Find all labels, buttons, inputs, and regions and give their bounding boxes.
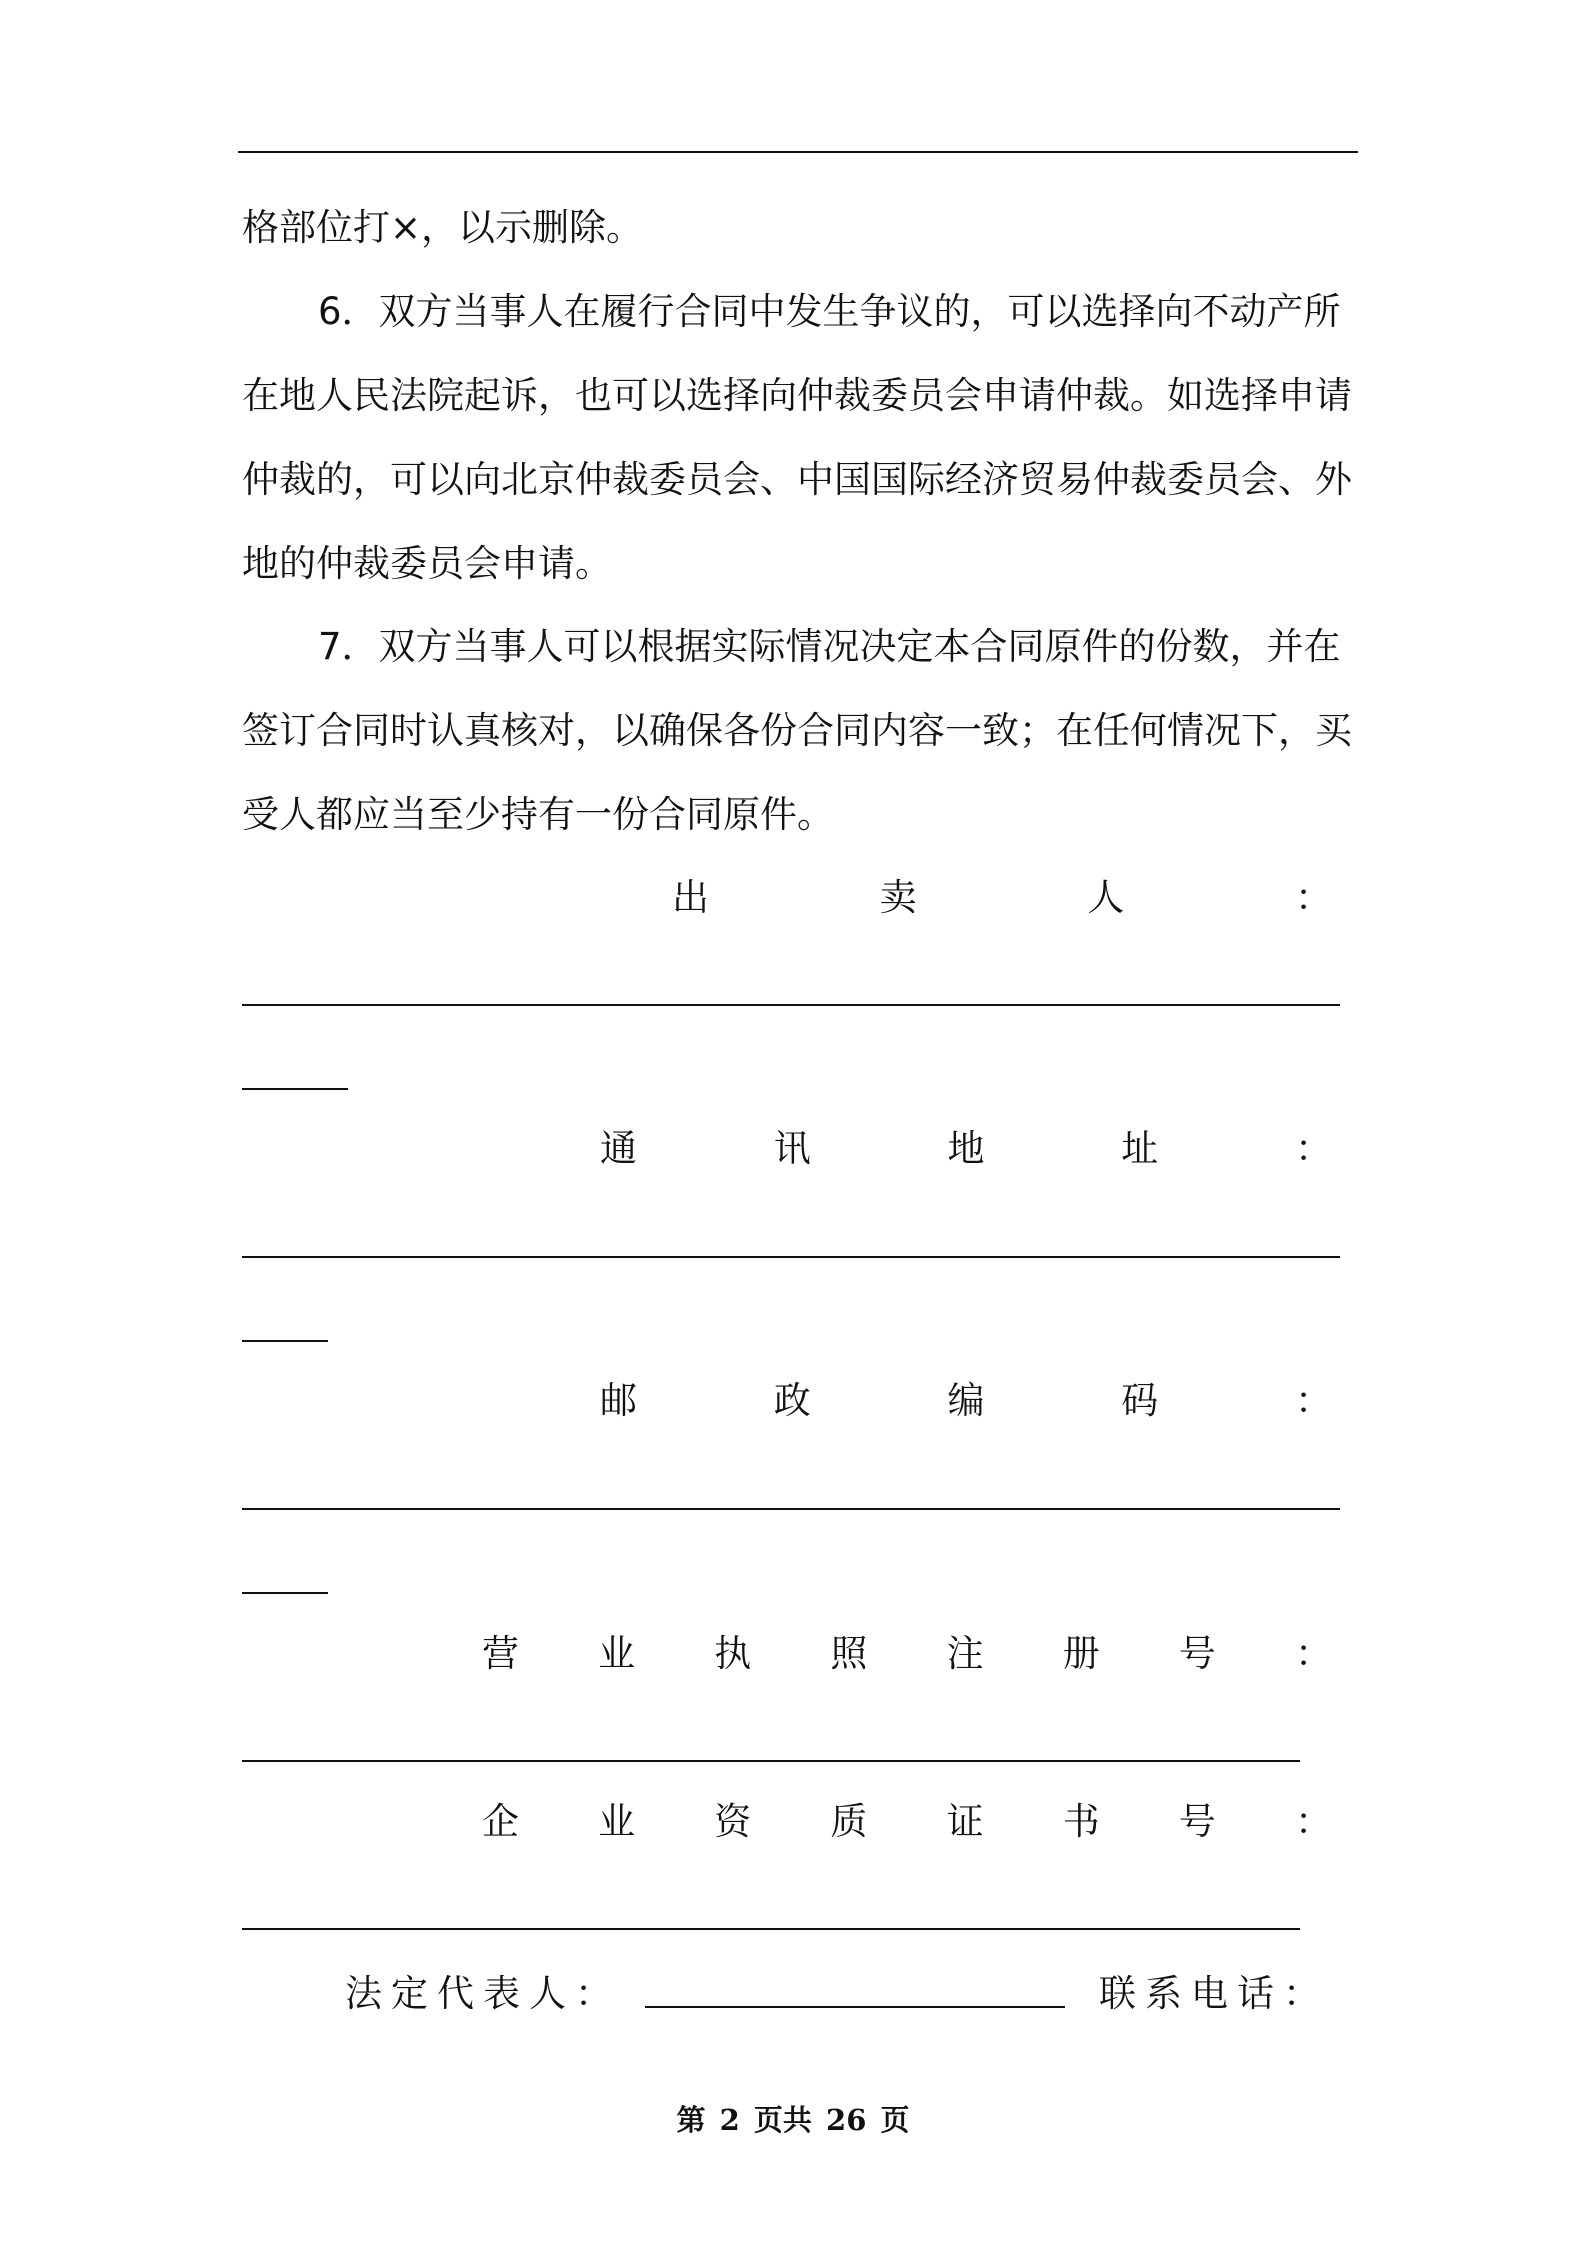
license-label-char: 册 [1062, 1632, 1100, 1675]
postcode-blank-line-1 [242, 1508, 1340, 1510]
header-rule [238, 151, 1358, 153]
seller-blank-line-2 [242, 1088, 348, 1090]
paragraph-6: 6．双方当事人在履行合同中发生争议的，可以选择向不动产所在地人民法院起诉，也可以选择向仲裁委员会申请仲裁。如选择申请仲裁的，可以向北京仲裁委员会、中国国际经济贸易仲裁委员会、外地的仲裁委员会申请。 [242, 290, 1352, 585]
seller-label-char: 人 [1087, 876, 1125, 919]
seller-label [672, 868, 1332, 928]
address-label-char: ： [1295, 1127, 1332, 1170]
license-label-char: 照 [830, 1632, 868, 1675]
footer-prefix: 第 [676, 2103, 706, 2137]
paragraph-continuation: 格部位打×，以示删除。 [242, 206, 644, 249]
qualification-label-char: 书 [1062, 1800, 1100, 1843]
footer-total-pages: 26 [826, 2103, 867, 2137]
license-label-char: 注 [946, 1632, 984, 1675]
qualification-label-char: 号 [1178, 1800, 1216, 1843]
footer-page-number: 2 [719, 2103, 740, 2137]
address-label-char: 通 [600, 1127, 637, 1170]
postcode-label-char: 政 [773, 1379, 811, 1422]
qualification-label-char: 资 [714, 1800, 752, 1843]
postcode-label [600, 1371, 1332, 1431]
qualification-label-char: 业 [598, 1800, 636, 1843]
phone-label: 联系电话： [1099, 1972, 1329, 2015]
address-blank-line-1 [242, 1256, 1340, 1258]
license-blank-line [242, 1760, 1300, 1762]
license-label [482, 1624, 1332, 1684]
postcode-label-char: ： [1295, 1379, 1332, 1422]
seller-blank-line-1 [242, 1004, 1340, 1006]
qualification-label-char: 企 [482, 1800, 519, 1843]
legal-representative-label: 法定代表人： [345, 1972, 621, 2015]
address-label [600, 1119, 1332, 1179]
postcode-label-char: 码 [1121, 1379, 1159, 1422]
seller-label-char: ： [1294, 876, 1332, 919]
footer-middle: 页共 [753, 2103, 812, 2137]
postcode-label-char: 编 [947, 1379, 985, 1422]
postcode-blank-line-2 [242, 1592, 328, 1594]
license-label-char: 营 [482, 1632, 519, 1675]
license-label-char: 业 [598, 1632, 636, 1675]
license-label-char: ： [1294, 1632, 1332, 1675]
address-blank-line-2 [242, 1340, 328, 1342]
footer-suffix: 页 [880, 2103, 910, 2137]
seller-label-char: 出 [672, 876, 709, 919]
qualification-label-char: 证 [946, 1800, 984, 1843]
qualification-blank-line [242, 1928, 1300, 1930]
qualification-label [482, 1792, 1332, 1852]
paragraph-7: 7．双方当事人可以根据实际情况决定本合同原件的份数，并在签订合同时认真核对，以确保各份合同内容一致；在任何情况下，买受人都应当至少持有一份合同原件。 [242, 625, 1352, 836]
license-label-char: 号 [1178, 1632, 1216, 1675]
seller-label-char: 卖 [879, 876, 917, 919]
address-label-char: 地 [947, 1127, 985, 1170]
address-label-char: 址 [1121, 1127, 1159, 1170]
qualification-label-char: 质 [830, 1800, 868, 1843]
license-label-char: 执 [714, 1632, 752, 1675]
address-label-char: 讯 [773, 1127, 811, 1170]
qualification-label-char: ： [1294, 1800, 1332, 1843]
legal-representative-blank [645, 2006, 1065, 2008]
legal-representative-row [345, 1960, 1345, 2020]
postcode-label-char: 邮 [600, 1379, 637, 1422]
page-footer [0, 2098, 1586, 2139]
